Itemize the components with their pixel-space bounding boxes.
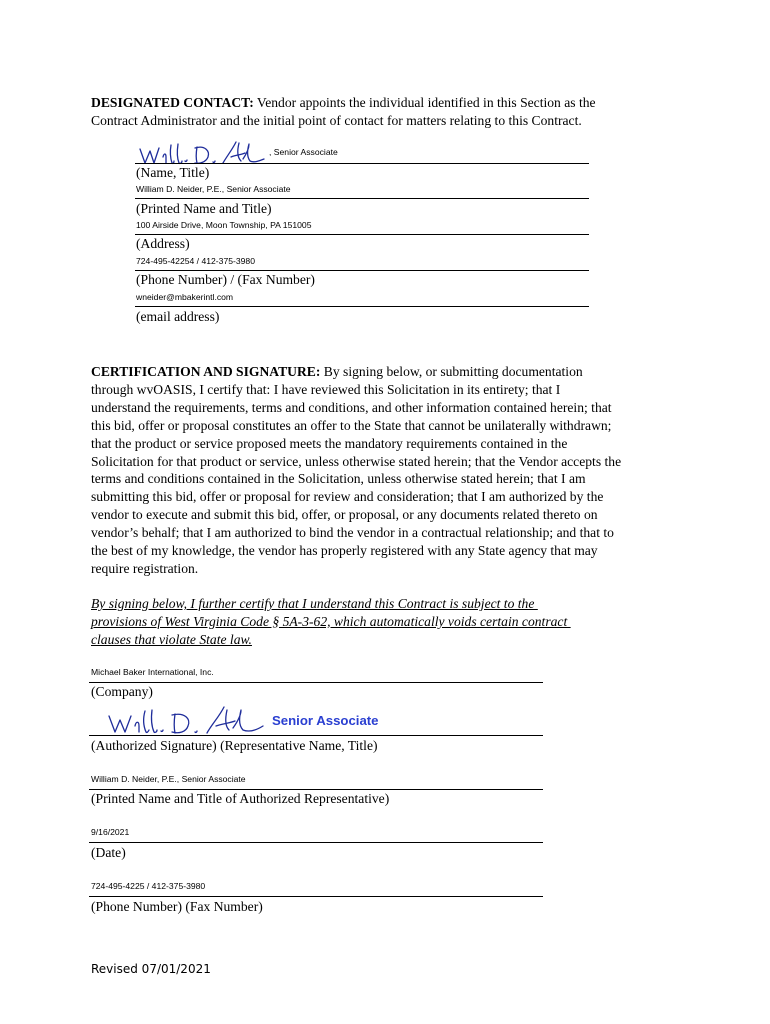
contact-phone-value: 724-495-42254 / 412-375-3980	[136, 256, 255, 266]
date-value: 9/16/2021	[91, 827, 130, 837]
company-value: Michael Baker International, Inc.	[91, 667, 214, 677]
certification-line: through wvOASIS, I certify that: I have reviewed this Solicitation in its entirety; that I	[91, 381, 561, 397]
certification-line: vendor to execute and submit this bid, offer, or proposal, or any documents related thereto on	[91, 507, 598, 523]
certification-line: understand the requirements, terms and conditions, and other information contained herein; that	[91, 399, 612, 415]
certification-line: that the product or service proposed meets the mandatory requirements contained in the	[91, 435, 568, 451]
contact-address-label: (Address)	[136, 236, 190, 251]
revised-date-footer: Revised 07/01/2021	[91, 962, 211, 976]
certification-line: CERTIFICATION AND SIGNATURE: By signing below, or submitting documentation	[91, 364, 583, 379]
authorized-signature-label: (Authorized Signature) (Representative Name, Title)	[91, 738, 378, 753]
certification-paragraph	[91, 363, 691, 578]
certification-heading: CERTIFICATION AND SIGNATURE:	[91, 364, 321, 379]
company-label: (Company)	[91, 684, 153, 699]
authorized-signature-title: Senior Associate	[272, 713, 379, 728]
further-certification-line: provisions of West Virginia Code § 5A-3-62, which automatically voids certain contract	[91, 613, 571, 629]
date-label: (Date)	[91, 845, 126, 860]
designated-contact-heading: DESIGNATED CONTACT:	[91, 95, 254, 110]
certification-line: require registration.	[91, 560, 199, 576]
certification-line: terms and conditions contained in the Solicitation, unless otherwise stated herein; that I am	[91, 471, 586, 487]
further-certification	[91, 595, 691, 649]
contact-phone-label: (Phone Number) / (Fax Number)	[136, 272, 315, 287]
company-line	[89, 682, 543, 683]
contact-signature-suffix: , Senior Associate	[269, 147, 338, 157]
contact-printed-name-line	[135, 198, 589, 199]
authorized-phone-value: 724-495-4225 / 412-375-3980	[91, 881, 206, 891]
contact-name-line	[135, 163, 589, 164]
authorized-printed-label: (Printed Name and Title of Authorized Representative)	[91, 791, 390, 806]
authorized-signature-image	[95, 704, 270, 738]
certification-line: submitting this bid, offer or proposal for review and consideration; that I am authorized by the	[91, 489, 604, 505]
contact-address-line	[135, 234, 589, 235]
contact-email-line	[135, 306, 589, 307]
contact-printed-name-label: (Printed Name and Title)	[136, 201, 272, 216]
date-line	[89, 842, 543, 843]
contact-address-value: 100 Airside Drive, Moon Township, PA 151005	[136, 220, 312, 230]
authorized-signature-line	[89, 735, 543, 736]
authorized-phone-label: (Phone Number) (Fax Number)	[91, 899, 263, 914]
authorized-printed-line	[89, 789, 543, 790]
contact-email-value: wneider@mbakerintl.com	[136, 292, 234, 302]
designated-contact-paragraph	[91, 94, 691, 130]
contact-phone-line	[135, 270, 589, 271]
certification-line: this bid, offer or proposal constitutes an offer to the State that cannot be unilaterally withdrawn;	[91, 417, 612, 433]
designated-contact-line-2: Contract Administrator and the initial point of contact for matters relating to this Contract.	[91, 112, 582, 128]
authorized-phone-line	[89, 896, 543, 897]
further-certification-line: By signing below, I further certify that I understand this Contract is subject to the	[91, 596, 538, 611]
contact-email-label: (email address)	[136, 309, 220, 324]
certification-line: the best of my knowledge, the vendor has properly registered with any State agency that may	[91, 543, 598, 559]
contact-printed-name-value: William D. Neider, P.E., Senior Associate	[136, 184, 291, 194]
certification-line: vendor’s behalf; that I am authorized to bind the vendor in a contractual relationship; and that to	[91, 525, 614, 541]
further-certification-line: clauses that violate State law.	[91, 631, 252, 647]
designated-contact-line-1	[91, 94, 691, 112]
contact-name-title-label: (Name, Title)	[136, 165, 210, 180]
certification-line: Solicitation for that product or service, unless otherwise stated herein; that the Vendor accepts the	[91, 453, 622, 469]
designated-contact-text-1: Vendor appoints the individual identified in this Section as the	[253, 95, 596, 110]
authorized-printed-value: William D. Neider, P.E., Senior Associate	[91, 774, 246, 784]
